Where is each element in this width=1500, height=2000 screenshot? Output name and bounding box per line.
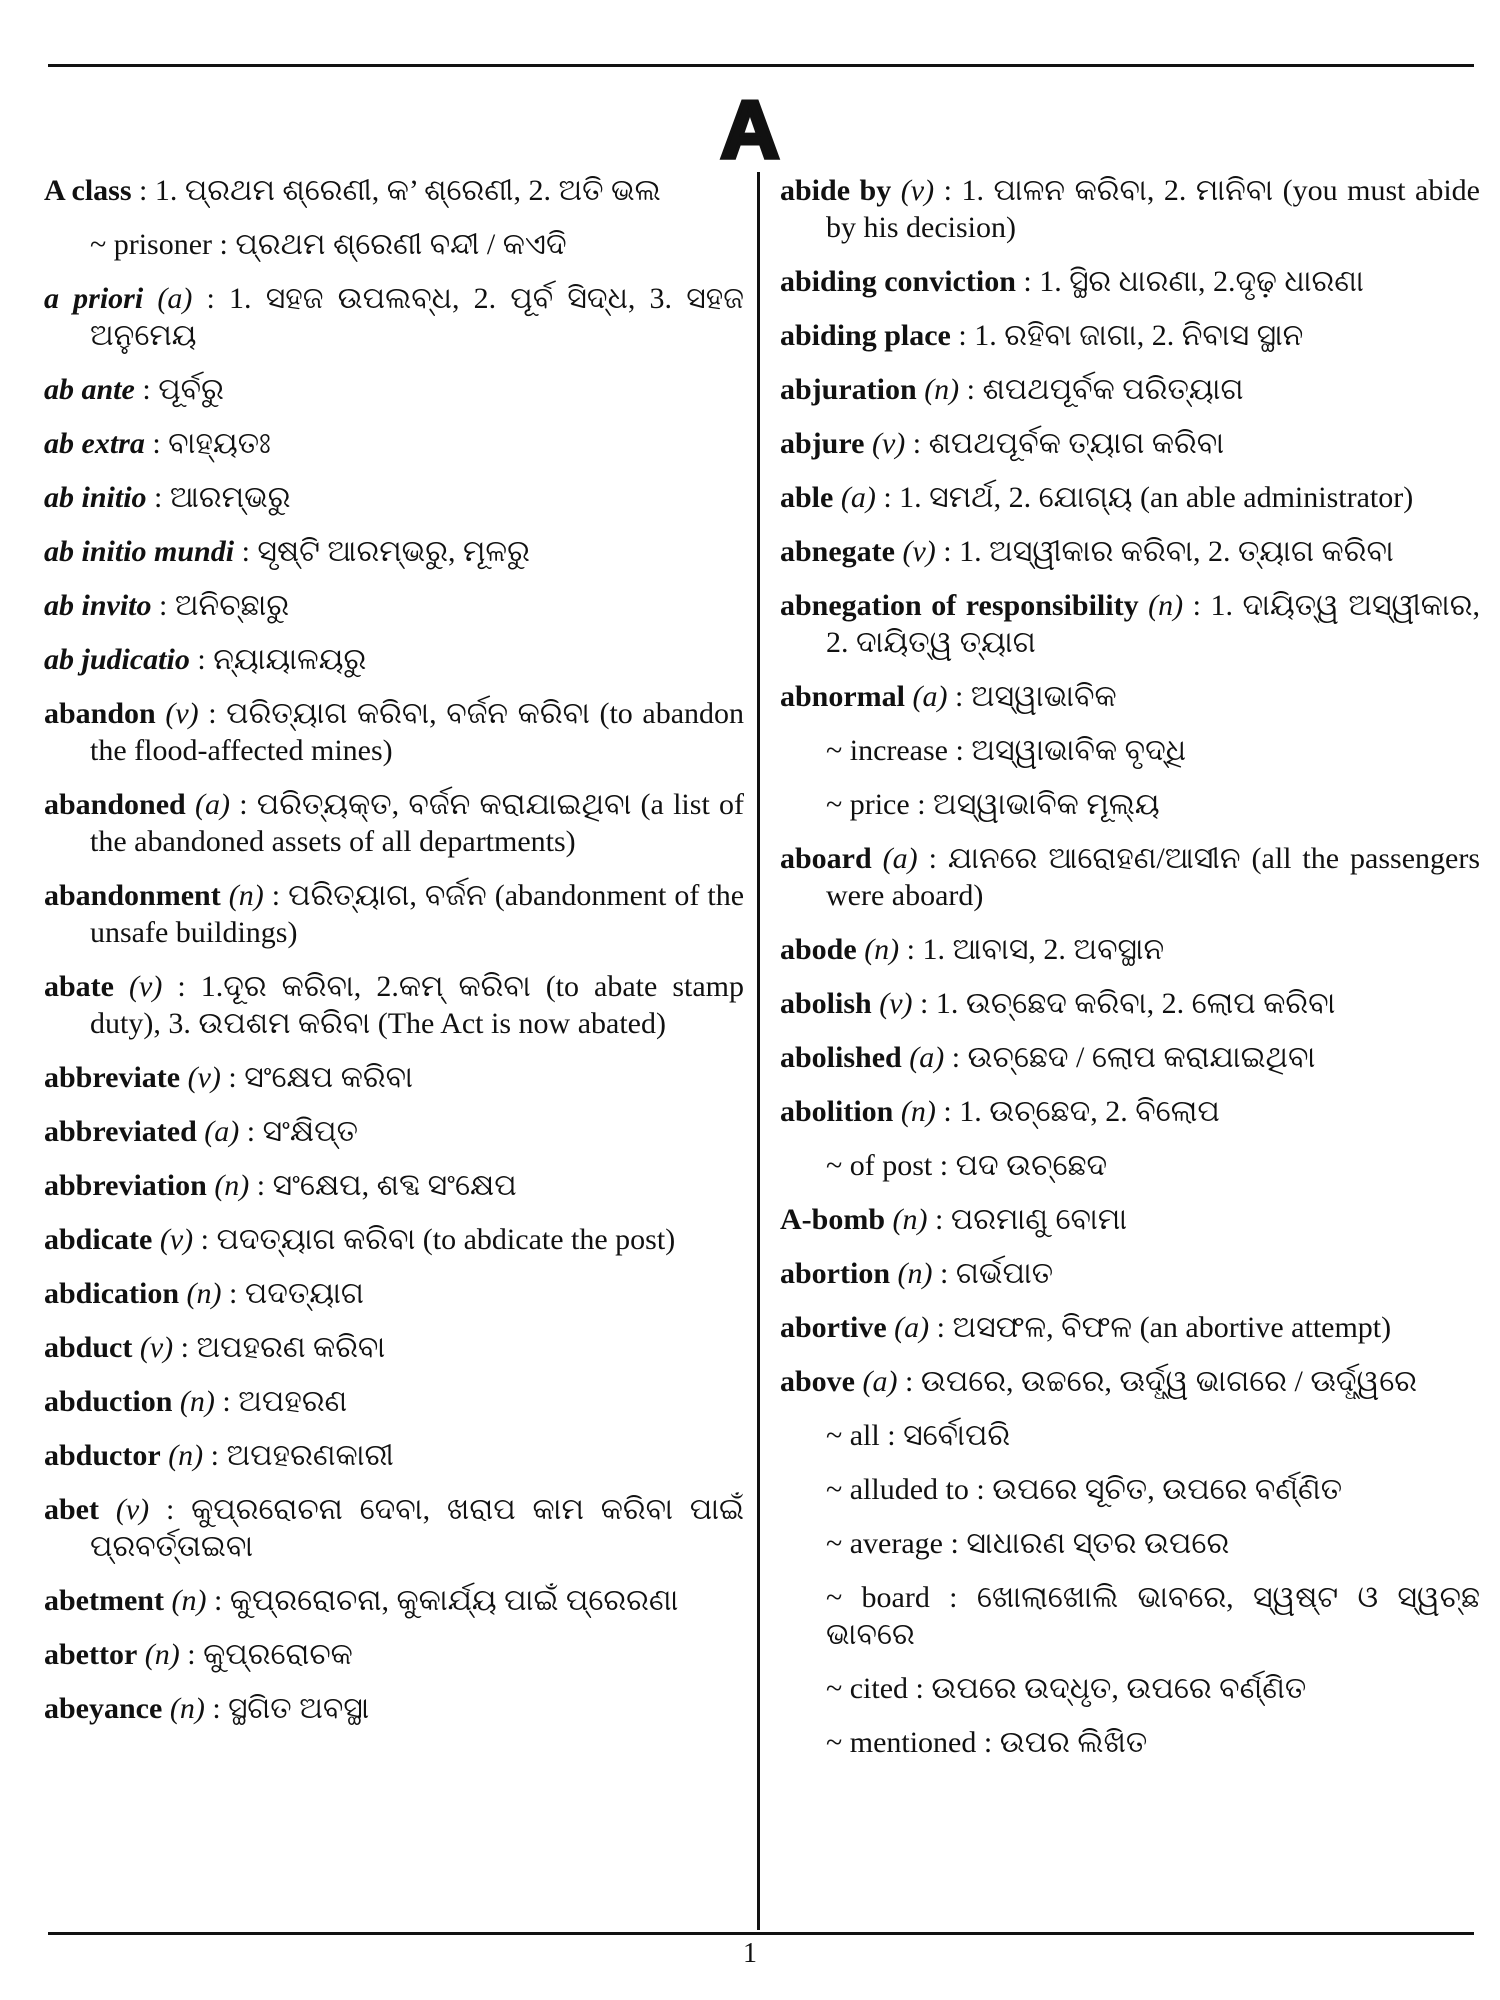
dictionary-entry: abbreviate (v) : ସଂକ୍ଷେପ କରିବା <box>44 1061 413 1094</box>
dictionary-entry: abbreviation (n) : ସଂକ୍ଷେପ, ଶବ୍ଦ ସଂକ୍ଷେପ <box>44 1169 517 1202</box>
entry-term: abbreviated <box>44 1115 197 1148</box>
entry-term: abate <box>44 970 114 1003</box>
entry-part-of-speech: (n) <box>897 1257 933 1290</box>
entry-term: abbreviation <box>44 1169 207 1202</box>
entry-term: abnegation of responsibility <box>780 589 1139 622</box>
entry-definition: ଅପହରଣକାରୀ <box>226 1439 394 1472</box>
entry-definition: 1. ଉଚ୍ଛେଦ କରିବା, 2. ଲୋପ କରିବା <box>935 987 1336 1020</box>
entry-definition: 1.ଦୂର କରିବା, 2.କମ୍ କରିବା (to abate stamp duty), 3. ଉପଶମ କରିବା (The Act is now abated) <box>90 970 744 1040</box>
entry-term: abduction <box>44 1385 173 1418</box>
entry-term: abandon <box>44 697 156 730</box>
dictionary-entry: abetment (n) : କୁପ୍ରରୋଚନା, କୁକାର୍ଯ୍ୟ ପାଇଁ ପ୍ରେରଣା <box>44 1584 679 1617</box>
entry-definition: ସଂକ୍ଷେପ, ଶବ୍ଦ ସଂକ୍ଷେପ <box>272 1169 517 1202</box>
dictionary-entry: abnegate (v) : 1. ଅସ୍ୱୀକାର କରିବା, 2. ତ୍ୟାଗ କରିବା <box>780 535 1394 568</box>
entry-term: abetment <box>44 1584 164 1617</box>
entry-part-of-speech: (n) <box>1148 589 1184 622</box>
dictionary-entry: aboard (a) : ଯାନରେ ଆରୋହଣ/ଆସୀନ (all the passengers were aboard) <box>780 842 1480 912</box>
entry-term: ab invito <box>44 589 152 622</box>
dictionary-entry: abolished (a) : ଉଚ୍ଛେଦ / ଲୋପ କରାଯାଇଥିବା <box>780 1041 1316 1074</box>
entry-definition: ପରିତ୍ୟାଗ, ବର୍ଜନ (abandonment of the unsafe buildings) <box>90 879 744 949</box>
entry-definition: ଶପଥପୂର୍ବକ ତ୍ୟାଗ କରିବା <box>928 427 1225 460</box>
entry-part-of-speech: (v) <box>879 987 913 1020</box>
dictionary-entry: ab ante : ପୂର୍ବରୁ <box>44 373 224 406</box>
sub-entry: ~ alluded to : ଉପରେ ସୂଚିତ, ଉପରେ ବର୍ଣ୍ଣିତ <box>826 1473 1343 1506</box>
entry-term: abandoned <box>44 788 186 821</box>
dictionary-entry: abate (v) : 1.ଦୂର କରିବା, 2.କମ୍ କରିବା (to abate stamp duty), 3. ଉପଶମ କରିବା (The Act is now abated) <box>44 970 744 1040</box>
entry-definition: ଅସ୍ୱାଭାବିକ ମୂଲ୍ୟ <box>933 788 1160 821</box>
entry-term: A class <box>44 174 132 207</box>
right-column <box>780 172 1480 1922</box>
entry-definition: ଉପରେ ଉଦ୍ଧୃତ, ଉପରେ ବର୍ଣ୍ଣିତ <box>931 1672 1307 1705</box>
bottom-rule <box>48 1932 1474 1935</box>
entry-term: abettor <box>44 1638 138 1671</box>
top-rule <box>48 64 1474 67</box>
entry-part-of-speech: (n) <box>924 373 960 406</box>
entry-definition: ବାହ୍ୟତଃ <box>168 427 271 460</box>
dictionary-entry: abet (v) : କୁପ୍ରରୋଚନା ଦେବା, ଖରାପ କାମ କରିବା ପାଇଁ ପ୍ରବର୍ତ୍ତାଇବା <box>44 1493 744 1563</box>
dictionary-entry: able (a) : 1. ସମର୍ଥ, 2. ଯୋଗ୍ୟ (an able administrator) <box>780 481 1414 514</box>
sub-entry: ~ mentioned : ଉପର ଲିଖିତ <box>826 1726 1148 1759</box>
entry-part-of-speech: (n) <box>171 1584 207 1617</box>
entry-definition: ପରିତ୍ୟାଗ କରିବା, ବର୍ଜନ କରିବା (to abandon the flood-affected mines) <box>90 697 744 767</box>
entry-term: ~ of post <box>826 1149 933 1182</box>
entry-definition: ସ୍ଥଗିତ ଅବସ୍ଥା <box>228 1692 370 1725</box>
dictionary-entry: abode (n) : 1. ଆବାସ, 2. ଅବସ୍ଥାନ <box>780 933 1165 966</box>
dictionary-entry: abeyance (n) : ସ୍ଥଗିତ ଅବସ୍ଥା <box>44 1692 370 1725</box>
sub-entry: ~ increase : ଅସ୍ୱାଭାବିକ ବୃଦ୍ଧି <box>826 734 1187 767</box>
dictionary-entry: abbreviated (a) : ସଂକ୍ଷିପ୍ତ <box>44 1115 358 1148</box>
entry-part-of-speech: (v) <box>900 174 935 207</box>
sub-entry: ~ all : ସର୍ବୋପରି <box>826 1419 1011 1452</box>
dictionary-entry: abjure (v) : ଶପଥପୂର୍ବକ ତ୍ୟାଗ କରିବା <box>780 427 1225 460</box>
entry-term: abolished <box>780 1041 902 1074</box>
dictionary-entry: ab initio mundi : ସୃଷ୍ଟି ଆରମ୍ଭରୁ, ମୂଳରୁ <box>44 535 530 568</box>
dictionary-entry: ab extra : ବାହ୍ୟତଃ <box>44 427 271 460</box>
dictionary-entry: A class : 1. ପ୍ରଥମ ଶ୍ରେଣୀ, କ’ ଶ୍ରେଣୀ, 2. ଅତି ଭଲ <box>44 174 661 207</box>
entry-definition: ଆରମ୍ଭରୁ <box>169 481 291 514</box>
dictionary-entry: abandon (v) : ପରିତ୍ୟାଗ କରିବା, ବର୍ଜନ କରିବା (to abandon the flood-affected mines) <box>44 697 744 767</box>
entry-term: ~ all <box>826 1419 880 1452</box>
dictionary-entry: abnormal (a) : ଅସ୍ୱାଭାବିକ <box>780 680 1117 713</box>
entry-definition: ସଂକ୍ଷେପ କରିବା <box>244 1061 413 1094</box>
entry-part-of-speech: (v) <box>129 970 163 1003</box>
sub-entry: ~ price : ଅସ୍ୱାଭାବିକ ମୂଲ୍ୟ <box>826 788 1160 821</box>
dictionary-entry: abortive (a) : ଅସଫଳ, ବିଫଳ (an abortive attempt) <box>780 1311 1392 1344</box>
entry-term: ~ average <box>826 1527 943 1560</box>
column-divider <box>757 172 760 1930</box>
sub-entry: ~ prisoner : ପ୍ରଥମ ଶ୍ରେଣୀ ବନ୍ଦୀ / କଏଦି <box>90 228 567 261</box>
entry-part-of-speech: (v) <box>165 697 199 730</box>
entry-part-of-speech: (v) <box>159 1223 194 1256</box>
entry-definition: 1. ଆବାସ, 2. ଅବସ୍ଥାନ <box>922 933 1165 966</box>
dictionary-entry: abnegation of responsibility (n) : 1. ଦାୟିତ୍ୱ ଅସ୍ୱୀକାର, 2. ଦାୟିତ୍ୱ ତ୍ୟାଗ <box>780 589 1480 659</box>
dictionary-entry: abandonment (n) : ପରିତ୍ୟାଗ, ବର୍ଜନ (abandonment of the unsafe buildings) <box>44 879 744 949</box>
entry-definition: ଅପହରଣ <box>238 1385 348 1418</box>
entry-term: abiding conviction <box>780 265 1016 298</box>
entry-definition: ପ୍ରଥମ ଶ୍ରେଣୀ ବନ୍ଦୀ / କଏଦି <box>235 228 567 261</box>
entry-definition: ସର୍ବୋପରି <box>903 1419 1011 1452</box>
entry-term: ~ alluded to <box>826 1473 969 1506</box>
entry-part-of-speech: (n) <box>900 1095 936 1128</box>
entry-term: ab ante <box>44 373 135 406</box>
entry-part-of-speech: (n) <box>228 879 264 912</box>
entry-term: aboard <box>780 842 872 875</box>
entry-part-of-speech: (n) <box>864 933 900 966</box>
entry-definition: ଅସ୍ୱାଭାବିକ ବୃଦ୍ଧି <box>971 734 1187 767</box>
entry-definition: ପଦ ଉଚ୍ଛେଦ <box>955 1149 1108 1182</box>
entry-definition: 1. ପ୍ରଥମ ଶ୍ରେଣୀ, କ’ ଶ୍ରେଣୀ, 2. ଅତି ଭଲ <box>154 174 661 207</box>
dictionary-entry: abiding conviction : 1. ସ୍ଥିର ଧାରଣା, 2.ଦୃଢ଼ ଧାରଣା <box>780 265 1364 298</box>
entry-definition: 1. ପାଳନ କରିବା, 2. ମାନିବା (you must abide by his decision) <box>826 174 1480 244</box>
entry-part-of-speech: (a) <box>912 680 948 713</box>
entry-part-of-speech: (n) <box>169 1692 205 1725</box>
entry-definition: ପୂର୍ବରୁ <box>158 373 224 406</box>
entry-term: abortive <box>780 1311 887 1344</box>
dictionary-entry: A-bomb (n) : ପରମାଣୁ ବୋମା <box>780 1203 1128 1236</box>
entry-term: ~ increase <box>826 734 948 767</box>
entry-definition: ଉପର ଲିଖିତ <box>999 1726 1148 1759</box>
dictionary-entry: ab initio : ଆରମ୍ଭରୁ <box>44 481 291 514</box>
entry-definition: ଗର୍ଭପାତ <box>955 1257 1054 1290</box>
entry-term: abolish <box>780 987 872 1020</box>
entry-definition: ପରମାଣୁ ବୋମା <box>950 1203 1128 1236</box>
entry-definition: ପଦତ୍ୟାଗ <box>244 1277 364 1310</box>
entry-term: able <box>780 481 834 514</box>
sub-entry: ~ board : ଖୋଲାଖୋଲି ଭାବରେ, ସ୍ୱଷ୍ଟ ଓ ସ୍ୱଚ୍ଛ ଭାବରେ <box>826 1581 1480 1651</box>
entry-part-of-speech: (a) <box>204 1115 240 1148</box>
entry-term: ~ board <box>826 1581 930 1614</box>
entry-definition: ଶପଥପୂର୍ବକ ପରିତ୍ୟାଗ <box>982 373 1244 406</box>
entry-term: ab judicatio <box>44 643 190 676</box>
sub-entry: ~ of post : ପଦ ଉଚ୍ଛେଦ <box>826 1149 1108 1182</box>
entry-definition: ଅପହରଣ କରିବା <box>196 1331 386 1364</box>
entry-term: abduct <box>44 1331 133 1364</box>
entry-term: abandonment <box>44 879 221 912</box>
dictionary-entry: abduct (v) : ଅପହରଣ କରିବା <box>44 1331 386 1364</box>
entry-term: abjuration <box>780 373 917 406</box>
dictionary-entry: abiding place : 1. ରହିବା ଜାଗା, 2. ନିବାସ ସ୍ଥାନ <box>780 319 1304 352</box>
entry-term: abeyance <box>44 1692 163 1725</box>
entry-part-of-speech: (n) <box>892 1203 928 1236</box>
entry-term: ab extra <box>44 427 145 460</box>
entry-definition: ପରିତ୍ୟକ୍ତ, ବର୍ଜନ କରାଯାଇଥିବା (a list of the abandoned assets of all departments) <box>90 788 744 858</box>
entry-term: ~ price <box>826 788 910 821</box>
entry-definition: ସଂକ୍ଷିପ୍ତ <box>262 1115 358 1148</box>
entry-term: above <box>780 1365 855 1398</box>
dictionary-entry: abettor (n) : କୁପ୍ରରୋଚକ <box>44 1638 353 1671</box>
entry-term: abnegate <box>780 535 895 568</box>
entry-term: abode <box>780 933 857 966</box>
dictionary-entry: abide by (v) : 1. ପାଳନ କରିବା, 2. ମାନିବା (you must abide by his decision) <box>780 174 1480 244</box>
left-column <box>44 172 744 1922</box>
entry-part-of-speech: (a) <box>894 1311 930 1344</box>
entry-term: abortion <box>780 1257 891 1290</box>
entry-definition: କୁପ୍ରରୋଚନା, କୁକାର୍ଯ୍ୟ ପାଇଁ ପ୍ରେରଣା <box>229 1584 679 1617</box>
entry-part-of-speech: (v) <box>902 535 936 568</box>
entry-definition: ଯାନରେ ଆରୋହଣ/ଆସୀନ (all the passengers were aboard) <box>826 842 1480 912</box>
entry-definition: 1. ସହଜ ଉପଲବ୍ଧ, 2. ପୂର୍ବ ସିଦ୍ଧ, 3. ସହଜ ଅନୁମେୟ <box>90 282 744 352</box>
entry-definition: ସାଧାରଣ ସ୍ତର ଉପରେ <box>966 1527 1230 1560</box>
sub-entry: ~ cited : ଉପରେ ଉଦ୍ଧୃତ, ଉପରେ ବର୍ଣ୍ଣିତ <box>826 1672 1307 1705</box>
entry-part-of-speech: (n) <box>144 1638 180 1671</box>
entry-term: abet <box>44 1493 99 1526</box>
entry-part-of-speech: (v) <box>115 1493 150 1526</box>
entry-definition: ସୃଷ୍ଟି ଆରମ୍ଭରୁ, ମୂଳରୁ <box>257 535 530 568</box>
dictionary-entry: a priori (a) : 1. ସହଜ ଉପଲବ୍ଧ, 2. ପୂର୍ବ ସିଦ୍ଧ, 3. ସହଜ ଅନୁମେୟ <box>44 282 744 352</box>
entry-part-of-speech: (a) <box>840 481 876 514</box>
entry-part-of-speech: (v) <box>139 1331 174 1364</box>
entry-definition: 1. ଦାୟିତ୍ୱ ଅସ୍ୱୀକାର, 2. ଦାୟିତ୍ୱ ତ୍ୟାଗ <box>826 589 1480 659</box>
entry-term: abolition <box>780 1095 894 1128</box>
entry-definition: ଉଚ୍ଛେଦ / ଲୋପ କରାଯାଇଥିବା <box>967 1041 1316 1074</box>
entry-term: abdication <box>44 1277 180 1310</box>
dictionary-entry: ab invito : ଅନିଚ୍ଛାରୁ <box>44 589 290 622</box>
entry-term: abiding place <box>780 319 951 352</box>
dictionary-entry: abolish (v) : 1. ଉଚ୍ଛେଦ କରିବା, 2. ଲୋପ କରିବା <box>780 987 1336 1020</box>
dictionary-entry: ab judicatio : ନ୍ୟାୟାଳୟରୁ <box>44 643 367 676</box>
entry-part-of-speech: (n) <box>179 1385 215 1418</box>
page-number: 1 <box>743 1938 757 1969</box>
entry-definition: 1. ଉଚ୍ଛେଦ, 2. ବିଲୋପ <box>959 1095 1220 1128</box>
entry-part-of-speech: (a) <box>157 282 193 315</box>
entry-definition: କୁପ୍ରରୋଚନା ଦେବା, ଖରାପ କାମ କରିବା ପାଇଁ ପ୍ରବର୍ତ୍ତାଇବା <box>90 1493 744 1563</box>
dictionary-entry: abortion (n) : ଗର୍ଭପାତ <box>780 1257 1054 1290</box>
entry-definition: ଉପରେ, ଉଚ୍ଚରେ, ଊର୍ଦ୍ଧ୍ୱ ଭାଗରେ / ଊର୍ଦ୍ଧ୍ୱରେ <box>920 1365 1417 1398</box>
entry-term: abide by <box>780 174 892 207</box>
section-letter: A <box>720 85 780 176</box>
entry-term: abnormal <box>780 680 906 713</box>
dictionary-entry: abdicate (v) : ପଦତ୍ୟାଗ କରିବା (to abdicate the post) <box>44 1223 676 1256</box>
dictionary-entry: abductor (n) : ଅପହରଣକାରୀ <box>44 1439 394 1472</box>
dictionary-entry: abolition (n) : 1. ଉଚ୍ଛେଦ, 2. ବିଲୋପ <box>780 1095 1220 1128</box>
entry-part-of-speech: (a) <box>909 1041 945 1074</box>
entry-term: ~ cited <box>826 1672 909 1705</box>
entry-definition: 1. ସ୍ଥିର ଧାରଣା, 2.ଦୃଢ଼ ଧାରଣା <box>1039 265 1364 298</box>
entry-part-of-speech: (v) <box>871 427 906 460</box>
entry-term: A-bomb <box>780 1203 886 1236</box>
entry-part-of-speech: (a) <box>195 788 230 821</box>
sub-entry: ~ average : ସାଧାରଣ ସ୍ତର ଉପରେ <box>826 1527 1230 1560</box>
entry-term: ab initio mundi <box>44 535 235 568</box>
entry-part-of-speech: (n) <box>186 1277 222 1310</box>
dictionary-entry: abdication (n) : ପଦତ୍ୟାଗ <box>44 1277 364 1310</box>
entry-part-of-speech: (n) <box>168 1439 204 1472</box>
entry-definition: 1. ଅସ୍ୱୀକାର କରିବା, 2. ତ୍ୟାଗ କରିବା <box>959 535 1394 568</box>
dictionary-entry: above (a) : ଉପରେ, ଉଚ୍ଚରେ, ଊର୍ଦ୍ଧ୍ୱ ଭାଗରେ / ଊର୍ଦ୍ଧ୍ୱରେ <box>780 1365 1417 1398</box>
entry-definition: ପଦତ୍ୟାଗ କରିବା (to abdicate the post) <box>216 1223 676 1256</box>
entry-term: ab initio <box>44 481 147 514</box>
entry-term: ~ mentioned <box>826 1726 977 1759</box>
entry-term: a priori <box>44 282 144 315</box>
entry-definition: ଖୋଲାଖୋଲି ଭାବରେ, ସ୍ୱଷ୍ଟ ଓ ସ୍ୱଚ୍ଛ ଭାବରେ <box>826 1581 1480 1651</box>
entry-definition: 1. ସମର୍ଥ, 2. ଯୋଗ୍ୟ (an able administrator) <box>899 481 1414 514</box>
entry-definition: ଅସ୍ୱାଭାବିକ <box>970 680 1117 713</box>
entry-term: abductor <box>44 1439 161 1472</box>
entry-term: abjure <box>780 427 865 460</box>
entry-part-of-speech: (a) <box>882 842 918 875</box>
entry-term: ~ prisoner <box>90 228 213 261</box>
entry-term: abbreviate <box>44 1061 181 1094</box>
entry-definition: 1. ରହିବା ଜାଗା, 2. ନିବାସ ସ୍ଥାନ <box>974 319 1304 352</box>
entry-definition: ଅସଫଳ, ବିଫଳ (an abortive attempt) <box>952 1311 1392 1344</box>
dictionary-entry: abduction (n) : ଅପହରଣ <box>44 1385 348 1418</box>
entry-part-of-speech: (v) <box>187 1061 221 1094</box>
entry-definition: ଉପରେ ସୂଚିତ, ଉପରେ ବର୍ଣ୍ଣିତ <box>992 1473 1343 1506</box>
entry-definition: ଅନିଚ୍ଛାରୁ <box>174 589 290 622</box>
entry-part-of-speech: (n) <box>214 1169 250 1202</box>
dictionary-entry: abandoned (a) : ପରିତ୍ୟକ୍ତ, ବର୍ଜନ କରାଯାଇଥିବା (a list of the abandoned assets of all departments) <box>44 788 744 858</box>
dictionary-entry: abjuration (n) : ଶପଥପୂର୍ବକ ପରିତ୍ୟାଗ <box>780 373 1244 406</box>
entry-part-of-speech: (a) <box>862 1365 898 1398</box>
entry-definition: ନ୍ୟାୟାଳୟରୁ <box>213 643 367 676</box>
entry-definition: କୁପ୍ରରୋଚକ <box>203 1638 353 1671</box>
entry-term: abdicate <box>44 1223 153 1256</box>
